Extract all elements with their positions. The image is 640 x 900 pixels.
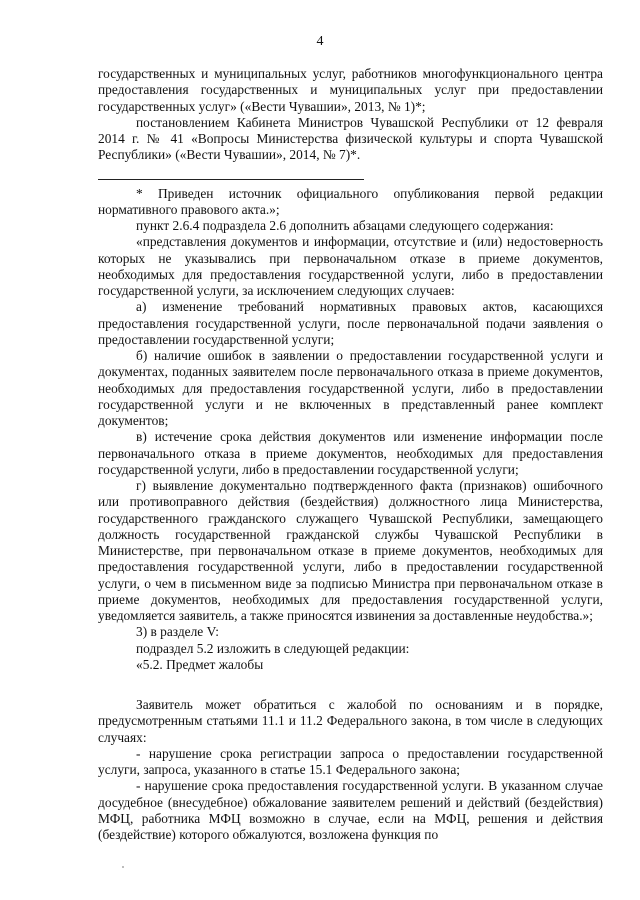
body-paragraph: государственных и муниципальных услуг, работников многофункционального центра предоставления государственных и муниципальных услуг при предоставлении государственных услуг» («Вести Чувашии», 2013, № 1)*;: [98, 66, 603, 114]
section-heading: 3) в разделе V:: [136, 624, 219, 640]
list-item-g: г) выявление документально подтвержденного факта (признаков) ошибочного или противоправного действия (бездействия) должностного лица Министерства, государственного гражданского служащего Чувашской Республики, замещающего должность государственной гражданской службы Чувашской Республики в Министерстве, при первоначальном отказе в приеме документов, необходимых для предоставления государственной услуги, либо в предоставлении государственной услуги, о чем в письменном виде за подписью Министра при первоначальном отказе в приеме документов, необходимых для предоставления государственной услуги, уведомляется заявитель, а также приносятся извинения за доставленные неудобства.»;: [98, 478, 603, 623]
body-paragraph: подраздел 5.2 изложить в следующей редакции:: [136, 640, 410, 656]
blank-line: [98, 673, 603, 697]
body-paragraph: постановлением Кабинета Министров Чувашской Республики от 12 февраля 2014 г. № 41 «Вопросы Министерства физической культуры и спорта Чувашской Республики» («Вести Чувашии», 2014, № 7)*.: [98, 114, 603, 163]
footnote-separator: [98, 179, 364, 180]
list-item-dash: - нарушение срока предоставления государственной услуги. В указанном случае досудебное (внесудебное) обжалование заявителем решений и действий (бездействия) МФЦ, работника МФЦ возможно в случае, если на МФЦ, решения и действия (бездействие) которого обжалуются, возложена функция по: [98, 778, 603, 842]
subsection-title: «5.2. Предмет жалобы: [136, 656, 264, 672]
list-item-b: б) наличие ошибок в заявлении о предоставлении государственной услуги и документах, поданных заявителем после первоначального отказа в приеме документов, необходимых для предоставления государственной услуги, либо в предоставлении государственной услуги и не включенных в представленный ранее комплект документов;: [98, 348, 603, 428]
footnote-text: * Приведен источник официального опубликования первой редакции нормативного правового акта.»;: [98, 185, 603, 217]
list-item-dash: - нарушение срока регистрации запроса о предоставлении государственной услуги, запроса, указанного в статье 15.1 Федерального закона;: [98, 745, 603, 777]
list-item-v: в) истечение срока действия документов или изменение информации после первоначального отказа в приеме документов, необходимых для предоставления государственной услуги, либо в предоставлении государственной услуги;: [98, 429, 603, 477]
body-paragraph: Заявитель может обратиться с жалобой по основаниям и в порядке, предусмотренным статьями 11.1 и 11.2 Федерального закона, в том числе в следующих случаях:: [98, 697, 603, 745]
body-paragraph: пункт 2.6.4 подраздела 2.6 дополнить абзацами следующего содержания:: [136, 218, 554, 233]
list-item-a: а) изменение требований нормативных правовых актов, касающихся предоставления государственной услуги, после первоначальной подачи заявления о предоставлении государственной услуги;: [98, 299, 603, 347]
document-body: [98, 66, 603, 843]
body-paragraph: «представления документов и информации, отсутствие и (или) недостоверность которых не указывались при первоначальном отказе в приеме документов, необходимых для предоставления государственной услуги, либо в предоставлении государственной услуги, за исключением следующих случаев:: [98, 234, 603, 298]
scan-artifact: [122, 866, 124, 868]
page-number: 4: [316, 34, 324, 49]
